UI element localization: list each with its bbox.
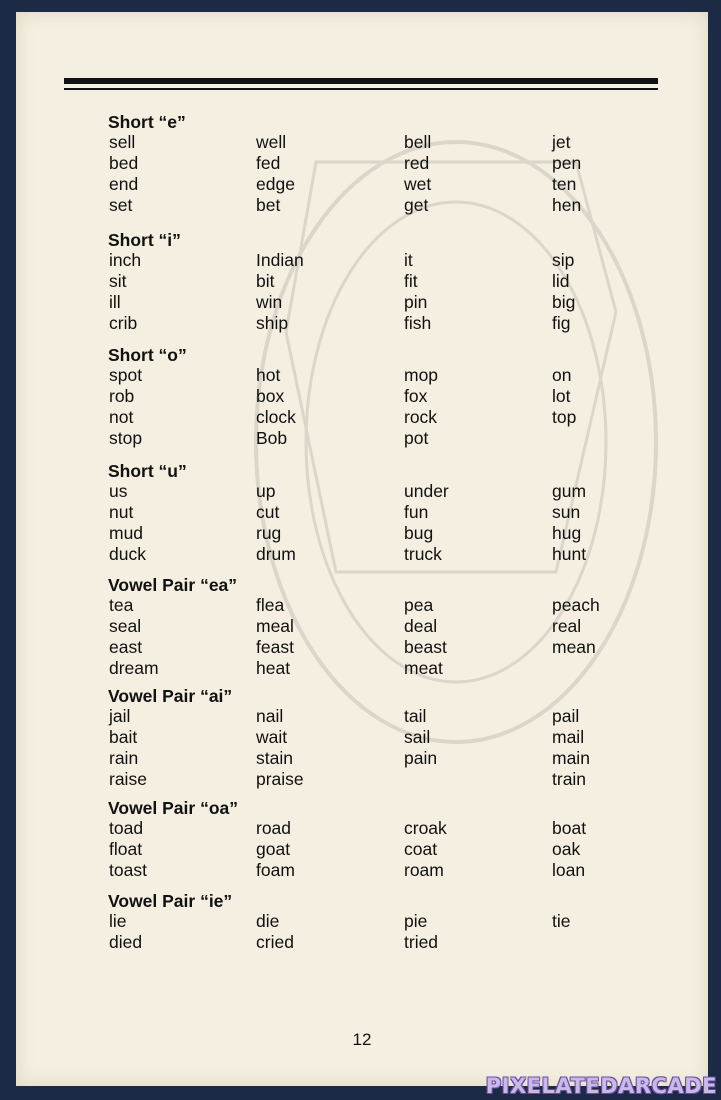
word-list-entry: crib [109,313,138,333]
word-list-entry: spot [109,365,143,385]
word-list-entry: hug [552,523,582,543]
word-list-entry: sit [109,271,127,291]
word-list-entry: nut [109,502,134,522]
word-list-entry: train [552,769,587,789]
word-list-entry: heat [256,658,291,678]
word-list-entry: red [404,153,430,173]
word-list-entry: ill [109,292,121,312]
top-rule-thin [64,88,658,90]
word-list-entry: set [109,195,133,215]
word-list-entry: under [404,481,449,501]
word-list-entry: pail [552,706,580,726]
word-list-entry: rock [404,407,438,427]
word-list-entry: pot [404,428,429,448]
word-list-entry: tried [404,932,439,952]
word-list-entry: lot [552,386,571,406]
word-list-entry: rob [109,386,135,406]
word-list-entry: top [552,407,577,427]
word-list-entry: meat [404,658,443,678]
word-list-entry: toast [109,860,147,880]
word-list-entry: cut [256,502,280,522]
word-list-entry: praise [256,769,304,789]
word-list-entry: meal [256,616,294,636]
word-list-entry: rug [256,523,282,543]
word-list-entry: tie [552,911,571,931]
word-list-entry: coat [404,839,438,859]
word-list-entry: flea [256,595,285,615]
word-list-entry: sun [552,502,581,522]
section-heading: Short “e” [108,112,186,132]
word-list-entry: fit [404,271,418,291]
word-list-entry: bell [404,132,432,152]
word-list-entry: raise [109,769,147,789]
word-list-entry: fish [404,313,432,333]
word-list-entry: fed [256,153,281,173]
word-list-entry: Indian [256,250,304,270]
word-list-entry: bit [256,271,275,291]
word-list-entry: box [256,386,285,406]
word-list-entry: not [109,407,134,427]
word-list-entry: real [552,616,582,636]
word-list-entry: up [256,481,276,501]
word-list-entry: pin [404,292,428,312]
word-list-entry: fox [404,386,428,406]
word-list-entry: road [256,818,292,838]
word-list-entry: fun [404,502,429,522]
word-list-entry: gum [552,481,587,501]
word-list-entry: bet [256,195,281,215]
word-list-entry: bait [109,727,138,747]
booklet-page [16,12,708,1086]
page-number: 12 [352,1030,372,1049]
word-list-entry: stop [109,428,143,448]
word-list-entry: peach [552,595,600,615]
word-list-entry: it [404,250,413,270]
section-heading: Vowel Pair “ai” [108,686,233,706]
word-list-entry: get [404,195,429,215]
word-list-entry: tail [404,706,427,726]
word-list-entry: pea [404,595,434,615]
word-list-entry: nail [256,706,284,726]
section-heading: Vowel Pair “ie” [108,891,233,911]
word-list-entry: lid [552,271,570,291]
word-list-entry: wet [404,174,432,194]
word-list-entry: win [256,292,283,312]
word-list-entry: fig [552,313,571,333]
word-list-entry: deal [404,616,438,636]
word-list-entry: cried [256,932,294,952]
word-list-entry: wait [256,727,288,747]
word-list-entry: pen [552,153,582,173]
word-list-entry: died [109,932,143,952]
word-list-entry: hot [256,365,281,385]
word-list-entry: mail [552,727,585,747]
word-list-entry: feast [256,637,294,657]
word-list-entry: jail [109,706,131,726]
word-list-entry: mud [109,523,144,543]
word-list-entry: boat [552,818,587,838]
word-list-entry: seal [109,616,142,636]
word-list-entry: goat [256,839,291,859]
word-list-entry: pain [404,748,438,768]
word-list-entry: hen [552,195,582,215]
word-list-entry: dream [109,658,159,678]
word-list-entry: tea [109,595,134,615]
word-list-entry: big [552,292,576,312]
word-list-entry: sail [404,727,431,747]
word-list-entry: clock [256,407,296,427]
word-list-entry: inch [109,250,142,270]
word-list-entry: float [109,839,143,859]
word-list-entry: foam [256,860,295,880]
top-rule [64,78,658,84]
word-list-entry: hunt [552,544,587,564]
word-list-entry: ship [256,313,289,333]
word-list-entry: beast [404,637,447,657]
word-list-entry: us [109,481,128,501]
word-list-entry: Bob [256,428,288,448]
word-list-entry: edge [256,174,295,194]
word-list-entry: lie [109,911,127,931]
word-list-entry: roam [404,860,444,880]
word-list-entry: duck [109,544,146,564]
word-list-entry: truck [404,544,442,564]
watermark: PIXELATEDARCADE [485,1074,717,1098]
word-list-entry: rain [109,748,139,768]
section-heading: Short “i” [108,230,181,250]
word-list-entry: drum [256,544,296,564]
word-list-entry: loan [552,860,586,880]
section-heading: Vowel Pair “oa” [108,798,238,818]
word-list-entry: bed [109,153,139,173]
word-list-entry: toad [109,818,144,838]
word-list-entry: main [552,748,590,768]
section-heading: Short “o” [108,345,187,365]
word-list-entry: sip [552,250,575,270]
word-list-entry: die [256,911,280,931]
word-list-entry: jet [552,132,571,152]
word-list-entry: end [109,174,139,194]
word-list-entry: croak [404,818,447,838]
word-list-entry: mean [552,637,596,657]
word-list-entry: ten [552,174,577,194]
word-list-entry: east [109,637,143,657]
word-list-entry: pie [404,911,428,931]
word-list-entry: oak [552,839,581,859]
word-list-entry: stain [256,748,293,768]
section-heading: Vowel Pair “ea” [108,575,238,595]
word-list-entry: well [256,132,287,152]
word-list-entry: on [552,365,572,385]
section-heading: Short “u” [108,461,187,481]
word-list-entry: mop [404,365,439,385]
word-list-entry: bug [404,523,434,543]
word-list-entry: sell [109,132,136,152]
